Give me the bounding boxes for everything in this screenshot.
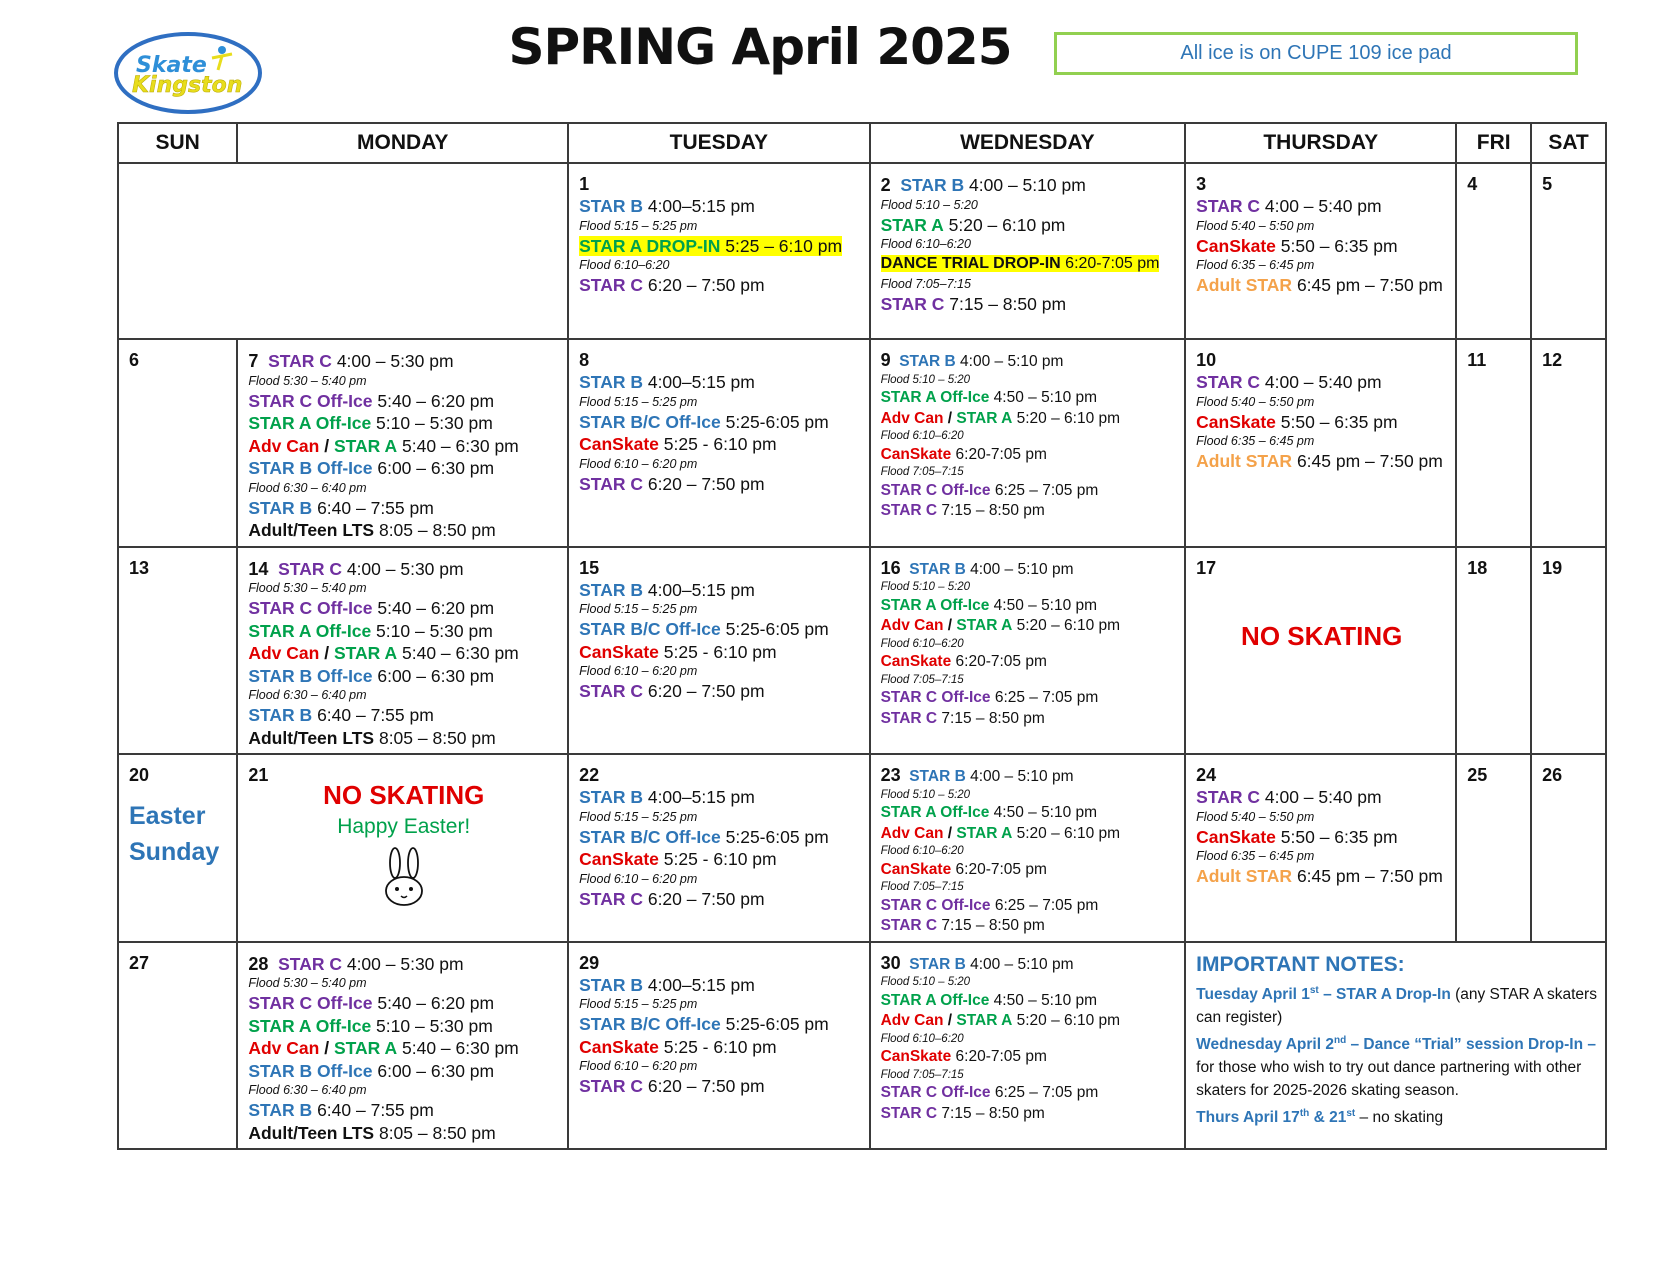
- happy-easter-label: Happy Easter!: [337, 815, 471, 838]
- day-number: 10: [1196, 350, 1217, 370]
- easter-sunday-label: Easter Sunday: [129, 802, 220, 866]
- note-3: Thurs April 17th & 21st – no skating: [1196, 1107, 1444, 1126]
- day-cell-12: 12: [1531, 339, 1606, 547]
- day-number: 7: [248, 351, 259, 371]
- day-cell-22: 22 STAR B 4:00–5:15 pm Flood 5:15 – 5:25 pm STAR B/C Off-Ice 5:25-6:05 pm CanSkate 5:25 - 6:10 pm Flood 6:10 – 6:20 pm STAR C 6:20 – 7:50 pm: [568, 754, 869, 942]
- header-thursday: THURSDAY: [1185, 123, 1456, 163]
- header-monday: MONDAY: [237, 123, 568, 163]
- day-cell-30: 30 STAR B 4:00 – 5:10 pm Flood 5:10 – 5:20 STAR A Off-Ice 4:50 – 5:10 pm Adv Can / STAR A 5:20 – 6:10 pm Flood 6:10–6:20 CanSkate 6:20-7:05 pm Flood 7:05–7:15 STAR C Off-Ice 6:25 – 7:05 pm STAR C 7:15 – 8:50 pm: [870, 942, 1186, 1150]
- day-number: 28: [248, 953, 269, 974]
- empty-cell: [118, 163, 568, 339]
- day-number: 23: [880, 765, 901, 785]
- logo-text-skate: Skate: [136, 53, 207, 78]
- day-number: 16: [880, 557, 901, 578]
- day-number: 1: [579, 174, 590, 194]
- day-number: 15: [579, 557, 600, 578]
- day-cell-18: 18: [1456, 547, 1531, 755]
- day-number: 29: [579, 952, 600, 973]
- header-tuesday: TUESDAY: [568, 123, 869, 163]
- day-number: 14: [248, 558, 269, 579]
- day-cell-3: 3 STAR C 4:00 – 5:40 pm Flood 5:40 – 5:50 pm CanSkate 5:50 – 6:35 pm Flood 6:35 – 6:45 pm Adult STAR 6:45 pm – 7:50 pm: [1185, 163, 1456, 339]
- week-row-1: [118, 163, 1606, 339]
- no-skating-label: NO SKATING: [1241, 620, 1403, 651]
- skate-kingston-logo: [112, 30, 264, 116]
- logo-text-kingston: Kingston: [132, 73, 243, 98]
- day-cell-11: 11: [1456, 339, 1531, 547]
- day-cell-23: 23 STAR B 4:00 – 5:10 pm Flood 5:10 – 5:20 STAR A Off-Ice 4:50 – 5:10 pm Adv Can / STAR A 5:20 – 6:10 pm Flood 6:10–6:20 CanSkate 6:20-7:05 pm Flood 7:05–7:15 STAR C Off-Ice 6:25 – 7:05 pm STAR C 7:15 – 8:50 pm: [870, 754, 1186, 942]
- day-cell-24: 24 STAR C 4:00 – 5:40 pm Flood 5:40 – 5:50 pm CanSkate 5:50 – 6:35 pm Flood 6:35 – 6:45 pm Adult STAR 6:45 pm – 7:50 pm: [1185, 754, 1456, 942]
- page-title: SPRING April 2025: [508, 18, 1012, 76]
- day-number: 30: [880, 952, 901, 973]
- day-cell-17: 17 NO SKATING: [1185, 547, 1456, 755]
- week-row-3: [118, 547, 1606, 755]
- day-cell-29: 29 STAR B 4:00–5:15 pm Flood 5:15 – 5:25 pm STAR B/C Off-Ice 5:25-6:05 pm CanSkate 5:25 - 6:10 pm Flood 6:10 – 6:20 pm STAR C 6:20 – 7:50 pm: [568, 942, 869, 1150]
- day-cell-14: 14 STAR C 4:00 – 5:30 pm Flood 5:30 – 5:40 pm STAR C Off-Ice 5:40 – 6:20 pm STAR A Off-Ice 5:10 – 5:30 pm Adv Can / STAR A 5:40 – 6:30 pm STAR B Off-Ice 6:00 – 6:30 pm Flood 6:30 – 6:40 pm STAR B 6:40 – 7:55 pm Adult/Teen LTS 8:05 – 8:50 pm: [237, 547, 568, 755]
- day-cell-19: 19: [1531, 547, 1606, 755]
- day-cell-20: 20 Easter Sunday: [118, 754, 237, 942]
- ice-pad-notice: All ice is on CUPE 109 ice pad: [1054, 32, 1578, 75]
- day-cell-4: 4: [1456, 163, 1531, 339]
- header-sat: SAT: [1531, 123, 1606, 163]
- day-cell-2: 2 STAR B 4:00 – 5:10 pm Flood 5:10 – 5:20 STAR A 5:20 – 6:10 pm Flood 6:10–6:20 DANCE TRIAL DROP-IN 6:20-7:05 pm Flood 7:05–7:15 STAR C 7:15 – 8:50 pm: [870, 163, 1186, 339]
- header-fri: FRI: [1456, 123, 1531, 163]
- day-number: 22: [579, 765, 600, 785]
- header-row: [118, 123, 1606, 163]
- note-1: Tuesday April 1st – STAR A Drop-In (any STAR A skaters can register): [1196, 984, 1597, 1026]
- week-row-2: [118, 339, 1606, 547]
- day-cell-10: 10 STAR C 4:00 – 5:40 pm Flood 5:40 – 5:50 pm CanSkate 5:50 – 6:35 pm Flood 6:35 – 6:45 pm Adult STAR 6:45 pm – 7:50 pm: [1185, 339, 1456, 547]
- day-cell-28: 28 STAR C 4:00 – 5:30 pm Flood 5:30 – 5:40 pm STAR C Off-Ice 5:40 – 6:20 pm STAR A Off-Ice 5:10 – 5:30 pm Adv Can / STAR A 5:40 – 6:30 pm STAR B Off-Ice 6:00 – 6:30 pm Flood 6:30 – 6:40 pm STAR B 6:40 – 7:55 pm Adult/Teen LTS 8:05 – 8:50 pm: [237, 942, 568, 1150]
- bunny-icon: [382, 847, 426, 907]
- week-row-5: [118, 942, 1606, 1150]
- day-cell-15: 15 STAR B 4:00–5:15 pm Flood 5:15 – 5:25 pm STAR B/C Off-Ice 5:25-6:05 pm CanSkate 5:25 - 6:10 pm Flood 6:10 – 6:20 pm STAR C 6:20 – 7:50 pm: [568, 547, 869, 755]
- week-row-4: [118, 754, 1606, 942]
- day-cell-6: 6: [118, 339, 237, 547]
- header-wednesday: WEDNESDAY: [870, 123, 1186, 163]
- day-cell-9: 9 STAR B 4:00 – 5:10 pm Flood 5:10 – 5:20 STAR A Off-Ice 4:50 – 5:10 pm Adv Can / STAR A 5:20 – 6:10 pm Flood 6:10–6:20 CanSkate 6:20-7:05 pm Flood 7:05–7:15 STAR C Off-Ice 6:25 – 7:05 pm STAR C 7:15 – 8:50 pm: [870, 339, 1186, 547]
- day-cell-13: 13: [118, 547, 237, 755]
- day-cell-26: 26: [1531, 754, 1606, 942]
- day-number: 9: [880, 350, 891, 370]
- day-cell-21: 21 NO SKATING Happy Easter!: [237, 754, 568, 942]
- no-skating-label: NO SKATING: [323, 780, 485, 810]
- header-sun: SUN: [118, 123, 237, 163]
- drop-in-highlight: STAR A DROP-IN 5:25 – 6:10 pm: [579, 235, 843, 256]
- calendar-table: [117, 122, 1607, 1150]
- day-number: 24: [1196, 765, 1217, 785]
- day-cell-8: 8 STAR B 4:00–5:15 pm Flood 5:15 – 5:25 pm STAR B/C Off-Ice 5:25-6:05 pm CanSkate 5:25 - 6:10 pm Flood 6:10 – 6:20 pm STAR C 6:20 – 7:50 pm: [568, 339, 869, 547]
- day-cell-25: 25: [1456, 754, 1531, 942]
- dance-trial-highlight: DANCE TRIAL DROP-IN 6:20-7:05 pm: [880, 255, 1160, 272]
- day-cell-1: 1 STAR B 4:00–5:15 pm Flood 5:15 – 5:25 pm STAR A DROP-IN 5:25 – 6:10 pm Flood 6:10–6:20 STAR C 6:20 – 7:50 pm: [568, 163, 869, 339]
- important-notes-cell: [1185, 942, 1606, 1150]
- day-cell-16: 16 STAR B 4:00 – 5:10 pm Flood 5:10 – 5:20 STAR A Off-Ice 4:50 – 5:10 pm Adv Can / STAR A 5:20 – 6:10 pm Flood 6:10–6:20 CanSkate 6:20-7:05 pm Flood 7:05–7:15 STAR C Off-Ice 6:25 – 7:05 pm STAR C 7:15 – 8:50 pm: [870, 547, 1186, 755]
- note-2: Wednesday April 2nd – Dance “Trial” session Drop-In – for those who wish to try out dance partnering with other skaters for 2025-2026 skating season.: [1196, 1034, 1597, 1099]
- day-cell-7: 7 STAR C 4:00 – 5:30 pm Flood 5:30 – 5:40 pm STAR C Off-Ice 5:40 – 6:20 pm STAR A Off-Ice 5:10 – 5:30 pm Adv Can / STAR A 5:40 – 6:30 pm STAR B Off-Ice 6:00 – 6:30 pm Flood 6:30 – 6:40 pm STAR B 6:40 – 7:55 pm Adult/Teen LTS 8:05 – 8:50 pm: [237, 339, 568, 547]
- day-cell-5: 5: [1531, 163, 1606, 339]
- day-cell-27: 27: [118, 942, 237, 1150]
- notes-title: IMPORTANT NOTES:: [1196, 952, 1405, 976]
- day-number: 8: [579, 350, 590, 370]
